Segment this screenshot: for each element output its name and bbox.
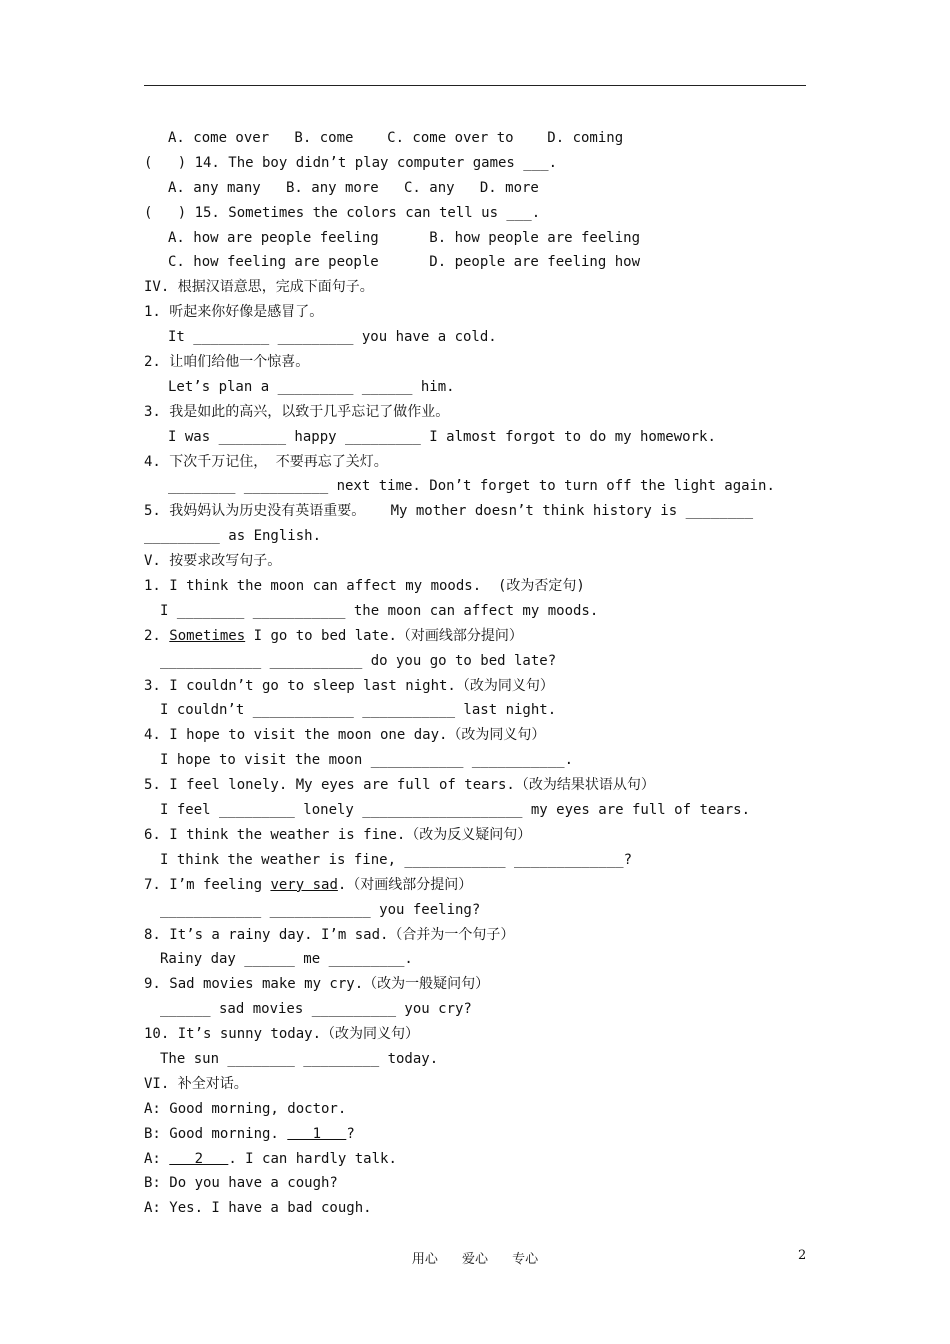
text-line (144, 1147, 806, 1172)
text-line: ____________ ____________ you feeling? (160, 901, 481, 918)
text-line: ( ) 14. The boy didn’t play computer games ___. (144, 154, 558, 171)
underlined-text: 1 (287, 1125, 347, 1142)
text-line: 3. I couldn’t go to sleep last night.（改为同义句） (144, 677, 554, 694)
text-line: ________ __________ next time. Don’t forget to turn off the light again. (168, 478, 775, 495)
text-line: A. any many B. any more C. any D. more (168, 179, 539, 196)
text-line: I feel _________ lonely ___________________ my eyes are full of tears. (160, 802, 751, 819)
line-text: ? (346, 1125, 355, 1142)
footer-motto-1: 用心 (411, 1252, 438, 1267)
text-line: I ________ ___________ the moon can affect my moods. (160, 602, 599, 619)
text-line: Let’s plan a _________ ______ him. (168, 378, 455, 395)
line-text: B: Good morning. (144, 1125, 288, 1142)
text-line: A. come over B. come C. come over to D. coming (168, 130, 624, 146)
line-text: 2. (144, 627, 170, 644)
text-line: ( ) 15. Sometimes the colors can tell us ___. (144, 204, 541, 221)
text-line: 1. I think the moon can affect my moods. (改为否定句) (144, 578, 585, 595)
text-line: ______ sad movies __________ you cry? (160, 1001, 472, 1018)
line-text: . I can hardly talk. (228, 1150, 397, 1167)
line-text: 7. I’m feeling (144, 876, 271, 893)
text-line: 3. 我是如此的高兴，以致于几乎忘记了做作业。 (144, 403, 450, 420)
text-line: I hope to visit the moon ___________ ___________. (160, 752, 574, 769)
text-line: It _________ _________ you have a cold. (168, 329, 497, 346)
text-line: 1. 听起来你好像是感冒了。 (144, 304, 324, 321)
text-line: A: Yes. I have a bad cough. (144, 1200, 372, 1217)
footer-motto-3: 专心 (512, 1252, 539, 1267)
text-line: _________ as English. (144, 528, 322, 545)
text-line: Rainy day ______ me _________. (160, 951, 413, 968)
text-line (144, 1122, 806, 1147)
page-number: 2 (798, 1248, 807, 1263)
text-line: I couldn’t ____________ ___________ last night. (160, 702, 557, 719)
text-line: B: Do you have a cough? (144, 1175, 338, 1192)
text-line: V. 按要求改写句子。 (144, 553, 282, 570)
underlined-text: very sad (270, 876, 338, 893)
text-line: I think the weather is fine, ____________ _____________? (160, 851, 633, 868)
page-footer (0, 1248, 950, 1268)
line-text: A: (144, 1150, 170, 1167)
text-line: IV. 根据汉语意思，完成下面句子。 (144, 279, 374, 296)
text-line: 8. It’s a rainy day. I’m sad.（合并为一个句子） (144, 926, 515, 943)
text-line: 4. I hope to visit the moon one day.（改为同义句） (144, 727, 546, 744)
text-line (144, 873, 806, 898)
text-line: A: Good morning, doctor. (144, 1100, 347, 1117)
line-text: I go to bed late.（对画线部分提问） (245, 627, 523, 644)
text-line: 10. It’s sunny today.（改为同义句） (144, 1026, 420, 1043)
text-line: I was ________ happy _________ I almost forgot to do my homework. (168, 428, 716, 445)
text-line: 6. I think the weather is fine.（改为反义疑问句） (144, 826, 532, 843)
footer-motto (0, 1248, 950, 1267)
text-line: C. how feeling are people D. people are feeling how (168, 254, 641, 271)
text-line: 5. 我妈妈认为历史没有英语重要。 My mother doesn’t think history is ________ (144, 503, 754, 520)
line-text: .（对画线部分提问） (337, 876, 473, 893)
text-line: A. how are people feeling B. how people are feeling (168, 229, 641, 246)
text-line: VI. 补全对话。 (144, 1075, 248, 1092)
text-line: 2. 让咱们给他一个惊喜。 (144, 354, 310, 371)
footer-motto-2: 爱心 (461, 1252, 488, 1267)
text-line: 9. Sad movies make my cry.（改为一般疑问句） (144, 976, 490, 993)
text-line: The sun ________ _________ today. (160, 1050, 439, 1067)
header-rule (144, 85, 806, 86)
text-line: ____________ ___________ do you go to bed late? (160, 652, 557, 669)
text-line (144, 624, 806, 649)
worksheet-body (144, 126, 806, 1221)
text-line: 5. I feel lonely. My eyes are full of tears.（改为结果状语从句） (144, 777, 655, 794)
underlined-text: Sometimes (169, 627, 246, 644)
text-line: 4. 下次千万记住， 不要再忘了关灯。 (144, 453, 388, 470)
underlined-text: 2 (169, 1150, 229, 1167)
